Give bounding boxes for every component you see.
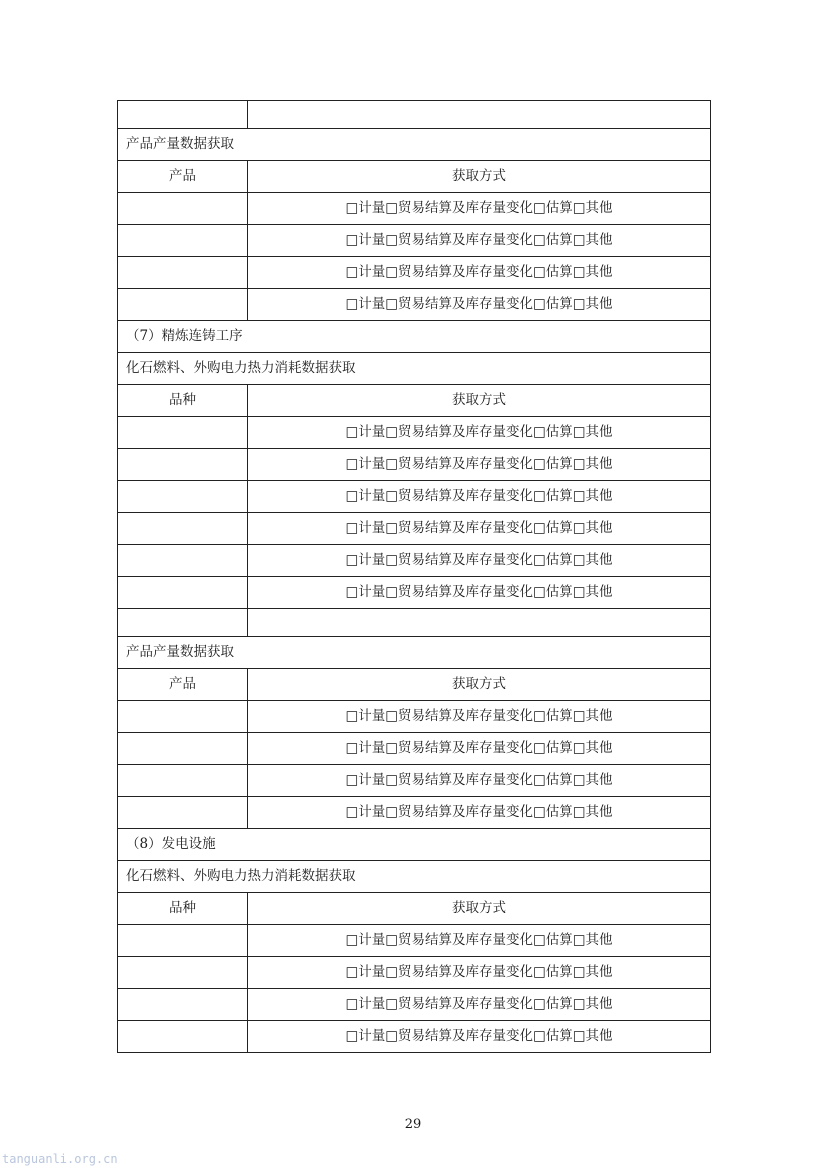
section-heading-row <box>118 321 711 353</box>
section-7-heading: （7）精炼连铸工序 <box>118 321 711 353</box>
section-title-row <box>118 353 711 385</box>
variety-input-cell[interactable] <box>118 577 248 609</box>
table-row <box>118 513 711 545</box>
method-column-header: 获取方式 <box>248 385 711 417</box>
blank-row <box>118 101 711 129</box>
energy-data-title: 化石燃料、外购电力热力消耗数据获取 <box>118 861 711 893</box>
table-row <box>118 577 711 609</box>
product-column-header: 产品 <box>118 161 248 193</box>
variety-input-cell[interactable] <box>118 513 248 545</box>
product-input-cell[interactable] <box>118 257 248 289</box>
method-options[interactable]: □计量□贸易结算及库存量变化□估算□其他 <box>248 1021 711 1053</box>
method-options[interactable]: □计量□贸易结算及库存量变化□估算□其他 <box>248 701 711 733</box>
blank-row <box>118 609 711 637</box>
blank-cell <box>248 609 711 637</box>
output-data-title: 产品产量数据获取 <box>118 129 711 161</box>
table-row <box>118 925 711 957</box>
section-title-row <box>118 861 711 893</box>
method-column-header: 获取方式 <box>248 161 711 193</box>
page-number: 29 <box>404 1117 422 1132</box>
table-row <box>118 733 711 765</box>
method-options[interactable]: □计量□贸易结算及库存量变化□估算□其他 <box>248 733 711 765</box>
method-options[interactable]: □计量□贸易结算及库存量变化□估算□其他 <box>248 765 711 797</box>
method-options[interactable]: □计量□贸易结算及库存量变化□估算□其他 <box>248 577 711 609</box>
table-row <box>118 797 711 829</box>
method-options[interactable]: □计量□贸易结算及库存量变化□估算□其他 <box>248 449 711 481</box>
table-row <box>118 1021 711 1053</box>
method-options[interactable]: □计量□贸易结算及库存量变化□估算□其他 <box>248 289 711 321</box>
product-input-cell[interactable] <box>118 193 248 225</box>
section-8-heading: （8）发电设施 <box>118 829 711 861</box>
method-options[interactable]: □计量□贸易结算及库存量变化□估算□其他 <box>248 545 711 577</box>
data-acquisition-table <box>117 100 711 1053</box>
product-input-cell[interactable] <box>118 289 248 321</box>
blank-cell <box>118 101 248 129</box>
variety-column-header: 品种 <box>118 385 248 417</box>
section-title-row <box>118 637 711 669</box>
blank-cell <box>248 101 711 129</box>
method-column-header: 获取方式 <box>248 669 711 701</box>
column-header-row <box>118 161 711 193</box>
table-row <box>118 957 711 989</box>
method-options[interactable]: □计量□贸易结算及库存量变化□估算□其他 <box>248 957 711 989</box>
method-options[interactable]: □计量□贸易结算及库存量变化□估算□其他 <box>248 417 711 449</box>
table-row <box>118 417 711 449</box>
table-row <box>118 225 711 257</box>
column-header-row <box>118 385 711 417</box>
method-options[interactable]: □计量□贸易结算及库存量变化□估算□其他 <box>248 225 711 257</box>
section-title-row <box>118 129 711 161</box>
section-heading-row <box>118 829 711 861</box>
method-options[interactable]: □计量□贸易结算及库存量变化□估算□其他 <box>248 513 711 545</box>
method-options[interactable]: □计量□贸易结算及库存量变化□估算□其他 <box>248 989 711 1021</box>
energy-data-title: 化石燃料、外购电力热力消耗数据获取 <box>118 353 711 385</box>
method-options[interactable]: □计量□贸易结算及库存量变化□估算□其他 <box>248 925 711 957</box>
table-row <box>118 701 711 733</box>
product-column-header: 产品 <box>118 669 248 701</box>
product-input-cell[interactable] <box>118 701 248 733</box>
table-row <box>118 193 711 225</box>
blank-cell <box>118 609 248 637</box>
watermark: tanguanli.org.cn <box>2 1152 118 1166</box>
variety-input-cell[interactable] <box>118 925 248 957</box>
method-options[interactable]: □计量□贸易结算及库存量变化□估算□其他 <box>248 193 711 225</box>
table-row <box>118 481 711 513</box>
table-row <box>118 289 711 321</box>
variety-input-cell[interactable] <box>118 417 248 449</box>
column-header-row <box>118 669 711 701</box>
method-column-header: 获取方式 <box>248 893 711 925</box>
table-row <box>118 257 711 289</box>
product-input-cell[interactable] <box>118 797 248 829</box>
method-options[interactable]: □计量□贸易结算及库存量变化□估算□其他 <box>248 797 711 829</box>
product-input-cell[interactable] <box>118 765 248 797</box>
variety-column-header: 品种 <box>118 893 248 925</box>
table-row <box>118 765 711 797</box>
column-header-row <box>118 893 711 925</box>
variety-input-cell[interactable] <box>118 545 248 577</box>
table-row <box>118 449 711 481</box>
variety-input-cell[interactable] <box>118 449 248 481</box>
method-options[interactable]: □计量□贸易结算及库存量变化□估算□其他 <box>248 481 711 513</box>
table-row <box>118 545 711 577</box>
table-row <box>118 989 711 1021</box>
product-input-cell[interactable] <box>118 225 248 257</box>
variety-input-cell[interactable] <box>118 989 248 1021</box>
variety-input-cell[interactable] <box>118 481 248 513</box>
product-input-cell[interactable] <box>118 733 248 765</box>
variety-input-cell[interactable] <box>118 1021 248 1053</box>
variety-input-cell[interactable] <box>118 957 248 989</box>
method-options[interactable]: □计量□贸易结算及库存量变化□估算□其他 <box>248 257 711 289</box>
output-data-title: 产品产量数据获取 <box>118 637 711 669</box>
